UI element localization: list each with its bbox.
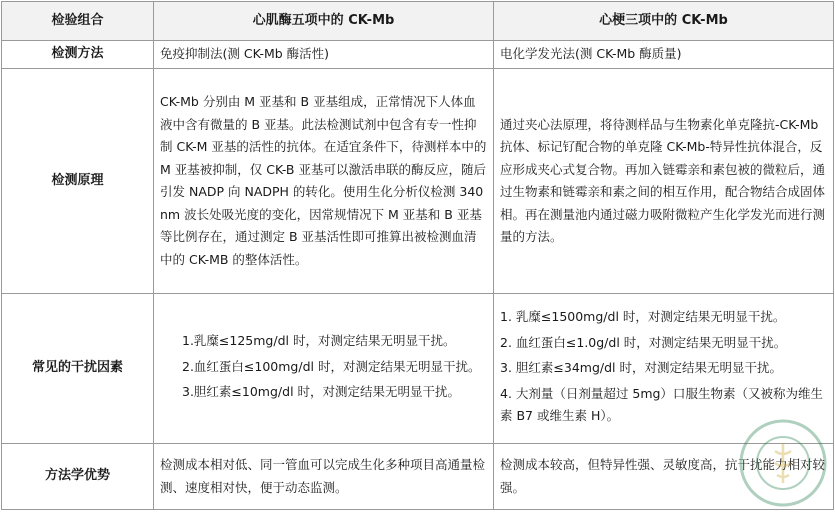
hospital-logo-watermark bbox=[737, 417, 829, 509]
principle-col2-text: CK-Mb 分别由 M 亚基和 B 亚基组成，正常情况下人体血液中含有微量的 B 亚基。此法检测试剂中包含有专一性抑制 CK-M 亚基的活性的抗体。在适宜条件下，待测样本中的 M 亚基被抑制，仅 CK-B 亚基可以激活串联的酶反应，随后引发 NADP 向 NADPH 的转化。使用生化分析仪检测 340nm 波长处吸光度的变化，因常规情况下 M 亚基和 B 亚基等比例存在，通过测定 B 亚基活性即可推算出被检测血清中的 CK-MB 的整体活性。 bbox=[160, 94, 487, 267]
header-row bbox=[2, 2, 834, 41]
table-row-principle bbox=[2, 69, 834, 294]
interference-col2-item: 3.胆红素≤10mg/dl 时，对测定结果无明显干扰。 bbox=[182, 384, 461, 400]
interference-col3-item: 1. 乳糜≤1500mg/dl 时，对测定结果无明显干扰。 bbox=[500, 309, 786, 325]
row-label-principle: 检测原理 bbox=[2, 69, 154, 294]
row-label-method: 检测方法 bbox=[2, 41, 154, 69]
interference-col3-item: 4. 大剂量（日剂量超过 5mg）口服生物素（又被称为维生素 B7 或维生素 H）。 bbox=[500, 385, 823, 424]
interference-col3-item: 3. 胆红素≤34mg/dl 时，对测定结果无明显干扰。 bbox=[500, 360, 782, 376]
principle-col3 bbox=[494, 69, 834, 294]
row-label-interference: 常见的干扰因素 bbox=[2, 294, 154, 444]
table-row-method bbox=[2, 41, 834, 69]
interference-col2 bbox=[154, 294, 494, 444]
comparison-table bbox=[1, 1, 834, 510]
interference-col3-item: 2. 血红蛋白≤1.0g/dl 时，对测定结果无明显干扰。 bbox=[500, 334, 787, 350]
header-col1: 检验组合 bbox=[2, 2, 154, 41]
advantage-col3: 检测成本较高，但特异性强、灵敏度高，抗干扰能力相对较强。 bbox=[494, 444, 834, 510]
table-row-advantage bbox=[2, 444, 834, 510]
table-row-interference bbox=[2, 294, 834, 444]
principle-col2 bbox=[154, 69, 494, 294]
header-col2: 心肌酶五项中的 CK-Mb bbox=[154, 2, 494, 41]
header-col3: 心梗三项中的 CK-Mb bbox=[494, 2, 834, 41]
advantage-col2: 检测成本相对低、同一管血可以完成生化多种项目高通量检测、速度相对快，便于动态监测。 bbox=[154, 444, 494, 510]
interference-col2-item: 1.乳糜≤125mg/dl 时，对测定结果无明显干扰。 bbox=[182, 333, 456, 349]
row-label-advantage: 方法学优势 bbox=[2, 444, 154, 510]
method-col2: 免疫抑制法(测 CK-Mb 酶活性) bbox=[154, 41, 494, 69]
method-col3: 电化学发光法(测 CK-Mb 酶质量) bbox=[494, 41, 834, 69]
interference-col2-item: 2.血红蛋白≤100mg/dl 时，对测定结果无明显干扰。 bbox=[182, 358, 481, 374]
principle-col3-text: 通过夹心法原理，将待测样品与生物素化单克隆抗-CK-Mb 抗体、标记钌配合物的单克隆 CK-Mb-特异性抗体混合，反应形成夹心式复合物。再加入链霉亲和素包被的微粒后，通过生物素和链霉亲和素之间的相互作用，配合物结合成固体相。再在测量池内通过磁力吸附微粒产生化学发光而进行测量的方法。 bbox=[500, 116, 826, 244]
caduceus-icon bbox=[775, 443, 791, 483]
